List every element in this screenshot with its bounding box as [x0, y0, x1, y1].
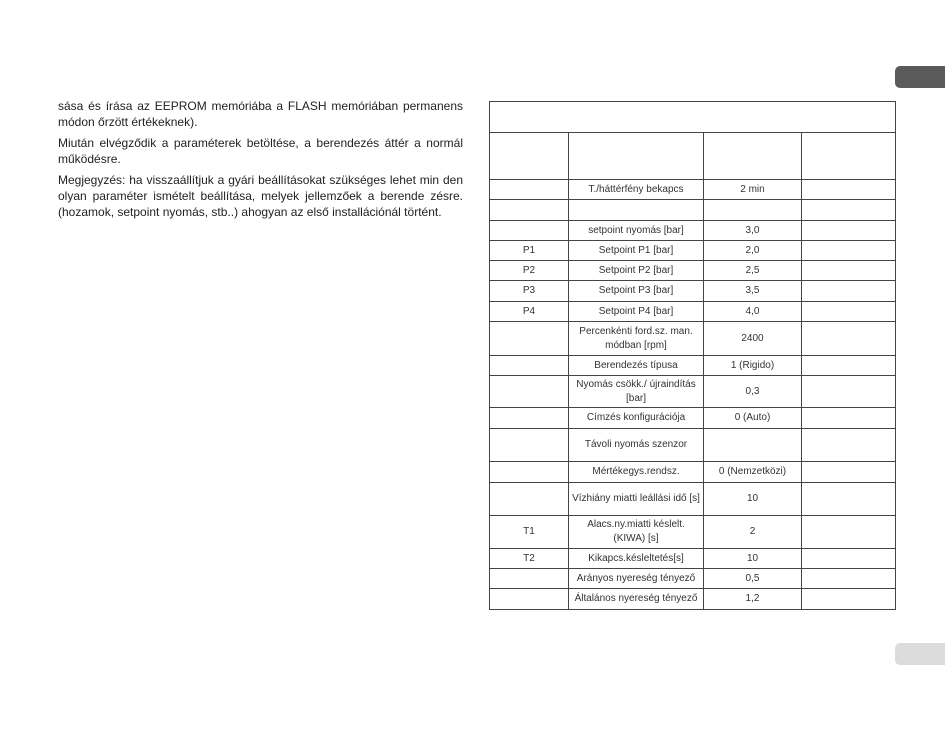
param-name-cell: Távoli nyomás szenzor	[569, 429, 704, 462]
table-row	[490, 483, 896, 516]
table-title-row	[490, 102, 896, 133]
param-name-cell: Berendezés típusa	[569, 356, 704, 376]
param-name-cell: Arányos nyereség tényező	[569, 569, 704, 589]
param-default-cell: 0 (Nemzetközi)	[704, 462, 802, 483]
param-default-cell: 2400	[704, 322, 802, 356]
param-code-cell	[490, 462, 569, 483]
param-notes-cell	[802, 516, 896, 549]
param-notes-cell	[802, 429, 896, 462]
table-row	[490, 589, 896, 610]
param-notes-cell	[802, 589, 896, 610]
param-code-cell	[490, 589, 569, 610]
param-default-cell: 2,5	[704, 261, 802, 281]
param-notes-cell	[802, 261, 896, 281]
table-row	[490, 200, 896, 221]
param-name-cell: Mértékegys.rendsz.	[569, 462, 704, 483]
table-row	[490, 261, 896, 281]
param-notes-cell	[802, 281, 896, 302]
param-notes-cell	[802, 483, 896, 516]
param-code-cell	[490, 356, 569, 376]
param-default-cell: 2	[704, 516, 802, 549]
param-name-cell: Percenkénti ford.sz. man. módban [rpm]	[569, 322, 704, 356]
param-default-cell: 10	[704, 483, 802, 516]
param-default-cell: 4,0	[704, 302, 802, 322]
param-notes-cell	[802, 200, 896, 221]
param-default-cell: 10	[704, 549, 802, 569]
param-notes-cell	[802, 569, 896, 589]
param-default-cell	[704, 429, 802, 462]
param-notes-cell	[802, 221, 896, 241]
param-code-cell	[490, 322, 569, 356]
table-row	[490, 356, 896, 376]
table-row	[490, 302, 896, 322]
param-notes-cell	[802, 322, 896, 356]
header-cell	[802, 133, 896, 180]
table-row	[490, 241, 896, 261]
param-name-cell: Vízhiány miatti leállási idő [s]	[569, 483, 704, 516]
table-row	[490, 221, 896, 241]
param-code-cell	[490, 221, 569, 241]
table-row	[490, 322, 896, 356]
table-body	[490, 180, 896, 610]
param-default-cell: 0 (Auto)	[704, 408, 802, 429]
param-code-cell	[490, 483, 569, 516]
paragraph: Miután elvégződik a paraméterek betöltése, a berendezés áttér a normál működésre.	[58, 136, 463, 166]
param-code-cell: T1	[490, 516, 569, 549]
param-default-cell: 3,5	[704, 281, 802, 302]
param-notes-cell	[802, 180, 896, 200]
param-name-cell: Setpoint P3 [bar]	[569, 281, 704, 302]
table-row	[490, 180, 896, 200]
param-code-cell: P3	[490, 281, 569, 302]
param-default-cell: 1,2	[704, 589, 802, 610]
param-default-cell	[704, 200, 802, 221]
param-notes-cell	[802, 302, 896, 322]
param-code-cell: P2	[490, 261, 569, 281]
param-default-cell: 2,0	[704, 241, 802, 261]
body-text	[58, 98, 463, 225]
table-row	[490, 549, 896, 569]
param-name-cell	[569, 200, 704, 221]
chapter-tab-marker	[895, 66, 945, 88]
param-code-cell	[490, 569, 569, 589]
parameter-table	[489, 101, 896, 610]
param-name-cell: Alacs.ny.miatti késlelt. (KIWA) [s]	[569, 516, 704, 549]
param-notes-cell	[802, 549, 896, 569]
table-row	[490, 569, 896, 589]
param-code-cell: P4	[490, 302, 569, 322]
table-header-row	[490, 133, 896, 180]
table-row	[490, 462, 896, 483]
param-code-cell	[490, 200, 569, 221]
table-row	[490, 376, 896, 408]
header-cell	[569, 133, 704, 180]
param-default-cell: 2 min	[704, 180, 802, 200]
param-code-cell	[490, 180, 569, 200]
param-default-cell: 3,0	[704, 221, 802, 241]
param-name-cell: Általános nyereség tényező	[569, 589, 704, 610]
table-row	[490, 408, 896, 429]
param-name-cell: Setpoint P1 [bar]	[569, 241, 704, 261]
table-title-cell	[490, 102, 896, 133]
param-code-cell	[490, 429, 569, 462]
param-notes-cell	[802, 408, 896, 429]
param-notes-cell	[802, 462, 896, 483]
param-name-cell: Címzés konfigurációja	[569, 408, 704, 429]
param-name-cell: Nyomás csökk./ újraindítás [bar]	[569, 376, 704, 408]
param-notes-cell	[802, 356, 896, 376]
param-name-cell: Setpoint P4 [bar]	[569, 302, 704, 322]
param-code-cell: T2	[490, 549, 569, 569]
param-default-cell: 1 (Rigido)	[704, 356, 802, 376]
param-name-cell: T./háttérfény bekapcs	[569, 180, 704, 200]
param-default-cell: 0,5	[704, 569, 802, 589]
param-notes-cell	[802, 241, 896, 261]
param-code-cell	[490, 408, 569, 429]
header-cell	[704, 133, 802, 180]
param-code-cell: P1	[490, 241, 569, 261]
param-name-cell: setpoint nyomás [bar]	[569, 221, 704, 241]
paragraph: sása és írása az EEPROM memóriába a FLASH memóriában permanens módon őrzött értékeknek).	[58, 99, 463, 129]
param-name-cell: Kikapcs.késleltetés[s]	[569, 549, 704, 569]
param-code-cell	[490, 376, 569, 408]
table-row	[490, 281, 896, 302]
header-cell	[490, 133, 569, 180]
table-row	[490, 429, 896, 462]
table-row	[490, 516, 896, 549]
param-notes-cell	[802, 376, 896, 408]
param-name-cell: Setpoint P2 [bar]	[569, 261, 704, 281]
param-default-cell: 0,3	[704, 376, 802, 408]
paragraph: Megjegyzés: ha visszaállítjuk a gyári beállításokat szükséges lehet min den olyan paraméter ismételt beállítása, melyek jellemzőek a berende zésre. (hozamok, setpoint nyomás, stb..) ahogyan az első installációnál történt.	[58, 173, 463, 219]
page-tab-marker	[895, 643, 945, 665]
